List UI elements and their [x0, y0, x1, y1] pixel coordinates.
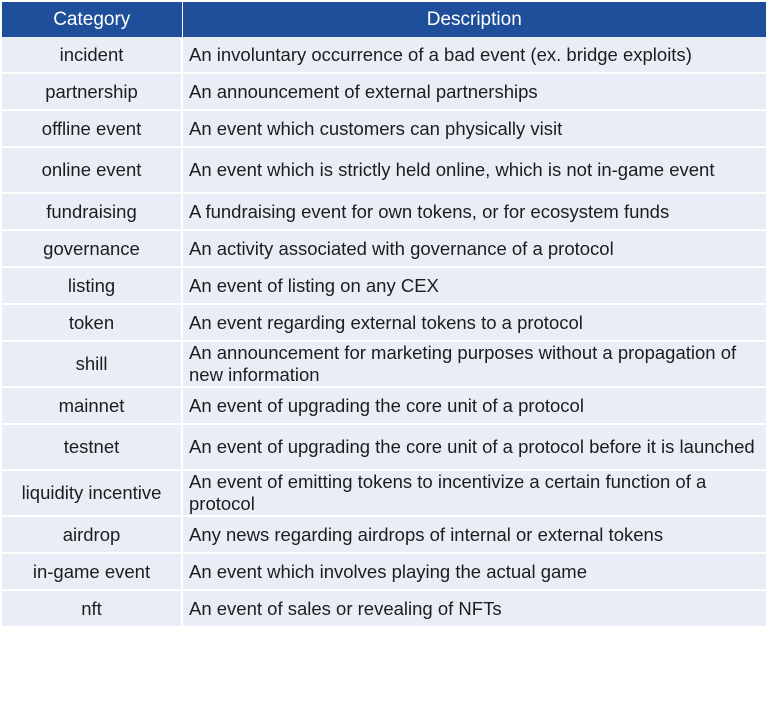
description-cell: An event which customers can physically visit: [182, 110, 766, 147]
table-row: [2, 230, 766, 267]
description-cell: An event of listing on any CEX: [182, 267, 766, 304]
description-cell: An event of upgrading the core unit of a protocol before it is launched: [182, 424, 766, 470]
table-row: [2, 267, 766, 304]
category-cell: in-game event: [2, 553, 182, 590]
category-cell: fundraising: [2, 193, 182, 230]
category-cell: nft: [2, 590, 182, 627]
description-cell: An event regarding external tokens to a protocol: [182, 304, 766, 341]
description-cell: An announcement for marketing purposes without a propagation of new information: [182, 341, 766, 387]
table-row: [2, 37, 766, 73]
category-cell: governance: [2, 230, 182, 267]
table-row: [2, 553, 766, 590]
category-cell: incident: [2, 37, 182, 73]
header-category: Category: [2, 2, 182, 37]
description-cell: An event of sales or revealing of NFTs: [182, 590, 766, 627]
table-body: [2, 37, 766, 627]
table-row: [2, 387, 766, 424]
category-cell: airdrop: [2, 516, 182, 553]
category-cell: mainnet: [2, 387, 182, 424]
header-description: Description: [182, 2, 766, 37]
description-cell: An announcement of external partnerships: [182, 73, 766, 110]
table-row: [2, 516, 766, 553]
description-cell: A fundraising event for own tokens, or for ecosystem funds: [182, 193, 766, 230]
category-cell: offline event: [2, 110, 182, 147]
description-cell: An event which involves playing the actual game: [182, 553, 766, 590]
header-row: [2, 2, 766, 37]
description-cell: An event which is strictly held online, which is not in-game event: [182, 147, 766, 193]
category-cell: testnet: [2, 424, 182, 470]
category-cell: partnership: [2, 73, 182, 110]
table-row: [2, 147, 766, 193]
table-row: [2, 470, 766, 516]
table-row: [2, 590, 766, 627]
description-cell: An event of emitting tokens to incentivize a certain function of a protocol: [182, 470, 766, 516]
table-row: [2, 341, 766, 387]
category-cell: online event: [2, 147, 182, 193]
table-row: [2, 193, 766, 230]
category-cell: token: [2, 304, 182, 341]
category-cell: shill: [2, 341, 182, 387]
table-row: [2, 304, 766, 341]
category-cell: liquidity incentive: [2, 470, 182, 516]
table-row: [2, 73, 766, 110]
category-table: [2, 2, 766, 628]
description-cell: Any news regarding airdrops of internal or external tokens: [182, 516, 766, 553]
description-cell: An involuntary occurrence of a bad event (ex. bridge exploits): [182, 37, 766, 73]
description-cell: An activity associated with governance of a protocol: [182, 230, 766, 267]
table-row: [2, 110, 766, 147]
category-cell: listing: [2, 267, 182, 304]
description-cell: An event of upgrading the core unit of a protocol: [182, 387, 766, 424]
table-row: [2, 424, 766, 470]
